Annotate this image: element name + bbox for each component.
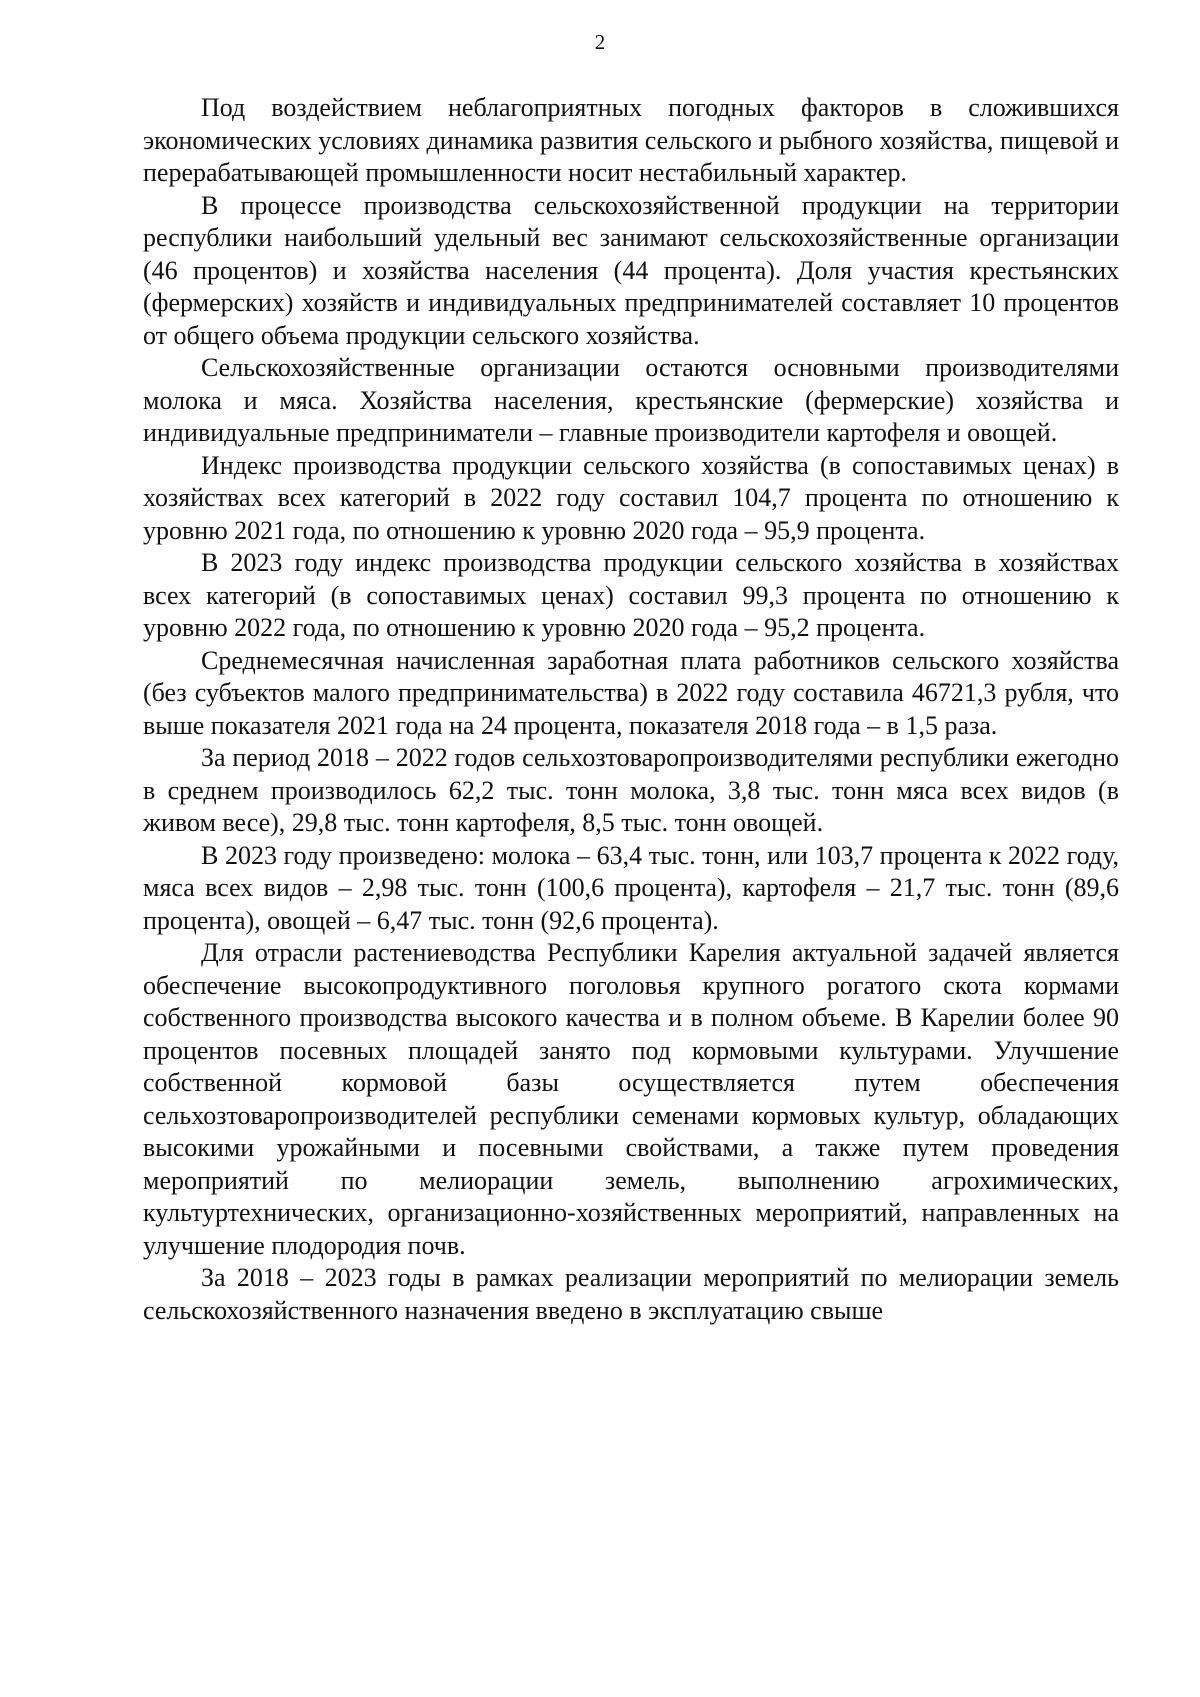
document-body <box>143 92 1119 1327</box>
paragraph-production-structure: В процессе производства сельскохозяйственной продукции на территории республики наибольший удельный вес занимают сельскохозяйственные организации (46 процентов) и хозяйства населения (44 процента). Доля участия крестьянских (фермерских) хозяйств и индивидуальных предпринимателей составляет 10 процентов от общего объема продукции сельского хозяйства. <box>143 190 1119 350</box>
paragraph-main-producers: Сельскохозяйственные организации остаются основными производителями молока и мяса. Хозяйства населения, крестьянские (фермерские) хозяйства и индивидуальные предприниматели – главные производители картофеля и овощей. <box>143 353 1119 447</box>
paragraph-production-index-2022: Индекс производства продукции сельского хозяйства (в сопоставимых ценах) в хозяйствах всех категорий в 2022 году составил 104,7 процента по отношению к уровню 2021 года, по отношению к уровню 2020 года – 95,9 процента. <box>143 450 1119 545</box>
paragraph-weather-factors: Под воздействием неблагоприятных погодных факторов в сложившихся экономических условиях динамика развития сельского и рыбного хозяйства, пищевой и перерабатывающей промышленности носит нестабильный характер. <box>143 93 1119 187</box>
paragraph-crop-production: Для отрасли растениеводства Республики Карелия актуальной задачей является обеспечение высокопродуктивного поголовья крупного рогатого скота кормами собственного производства высокого качества и в полном объеме. В Карелии более 90 процентов посевных площадей занято под кормовыми культурами. Улучшение собственной кормовой базы осуществляется путем обеспечения сельхозтоваропроизводителей республики семенами кормовых культур, обладающих высокими урожайными и посевными свойствами, а также путем проведения мероприятий по мелиорации земель, выполнению агрохимических, культуртехнических, организационно-хозяйственных мероприятий, направленных на улучшение плодородия почв. <box>143 938 1119 1260</box>
paragraph-average-salary: Среднемесячная начисленная заработная плата работников сельского хозяйства (без субъектов малого предпринимательства) в 2022 году составила 46721,3 рубля, что выше показателя 2021 года на 24 процента, показателя 2018 года – в 1,5 раза. <box>143 645 1119 740</box>
paragraph-land-reclamation: За 2018 – 2023 годы в рамках реализации мероприятий по мелиорации земель сельскохозяйственного назначения введено в эксплуатацию свыше <box>143 1263 1119 1325</box>
paragraph-production-index-2023: В 2023 году индекс производства продукции сельского хозяйства в хозяйствах всех категорий (в сопоставимых ценах) составил 99,3 процента по отношению к уровню 2022 года, по отношению к уровню 2020 года – 95,2 процента. <box>143 548 1119 642</box>
page-number: 2 <box>594 30 606 54</box>
paragraph-average-output-2018-2022: За период 2018 – 2022 годов сельхозтоваропроизводителями республики ежегодно в среднем производилось 62,2 тыс. тонн молока, 3,8 тыс. тонн мяса всех видов (в живом весе), 29,8 тыс. тонн картофеля, 8,5 тыс. тонн овощей. <box>143 743 1119 837</box>
paragraph-output-2023: В 2023 году произведено: молока – 63,4 тыс. тонн, или 103,7 процента к 2022 году, мяса всех видов – 2,98 тыс. тонн (100,6 процента), картофеля – 21,7 тыс. тонн (89,6 процента), овощей – 6,47 тыс. тонн (92,6 процента). <box>143 840 1119 935</box>
